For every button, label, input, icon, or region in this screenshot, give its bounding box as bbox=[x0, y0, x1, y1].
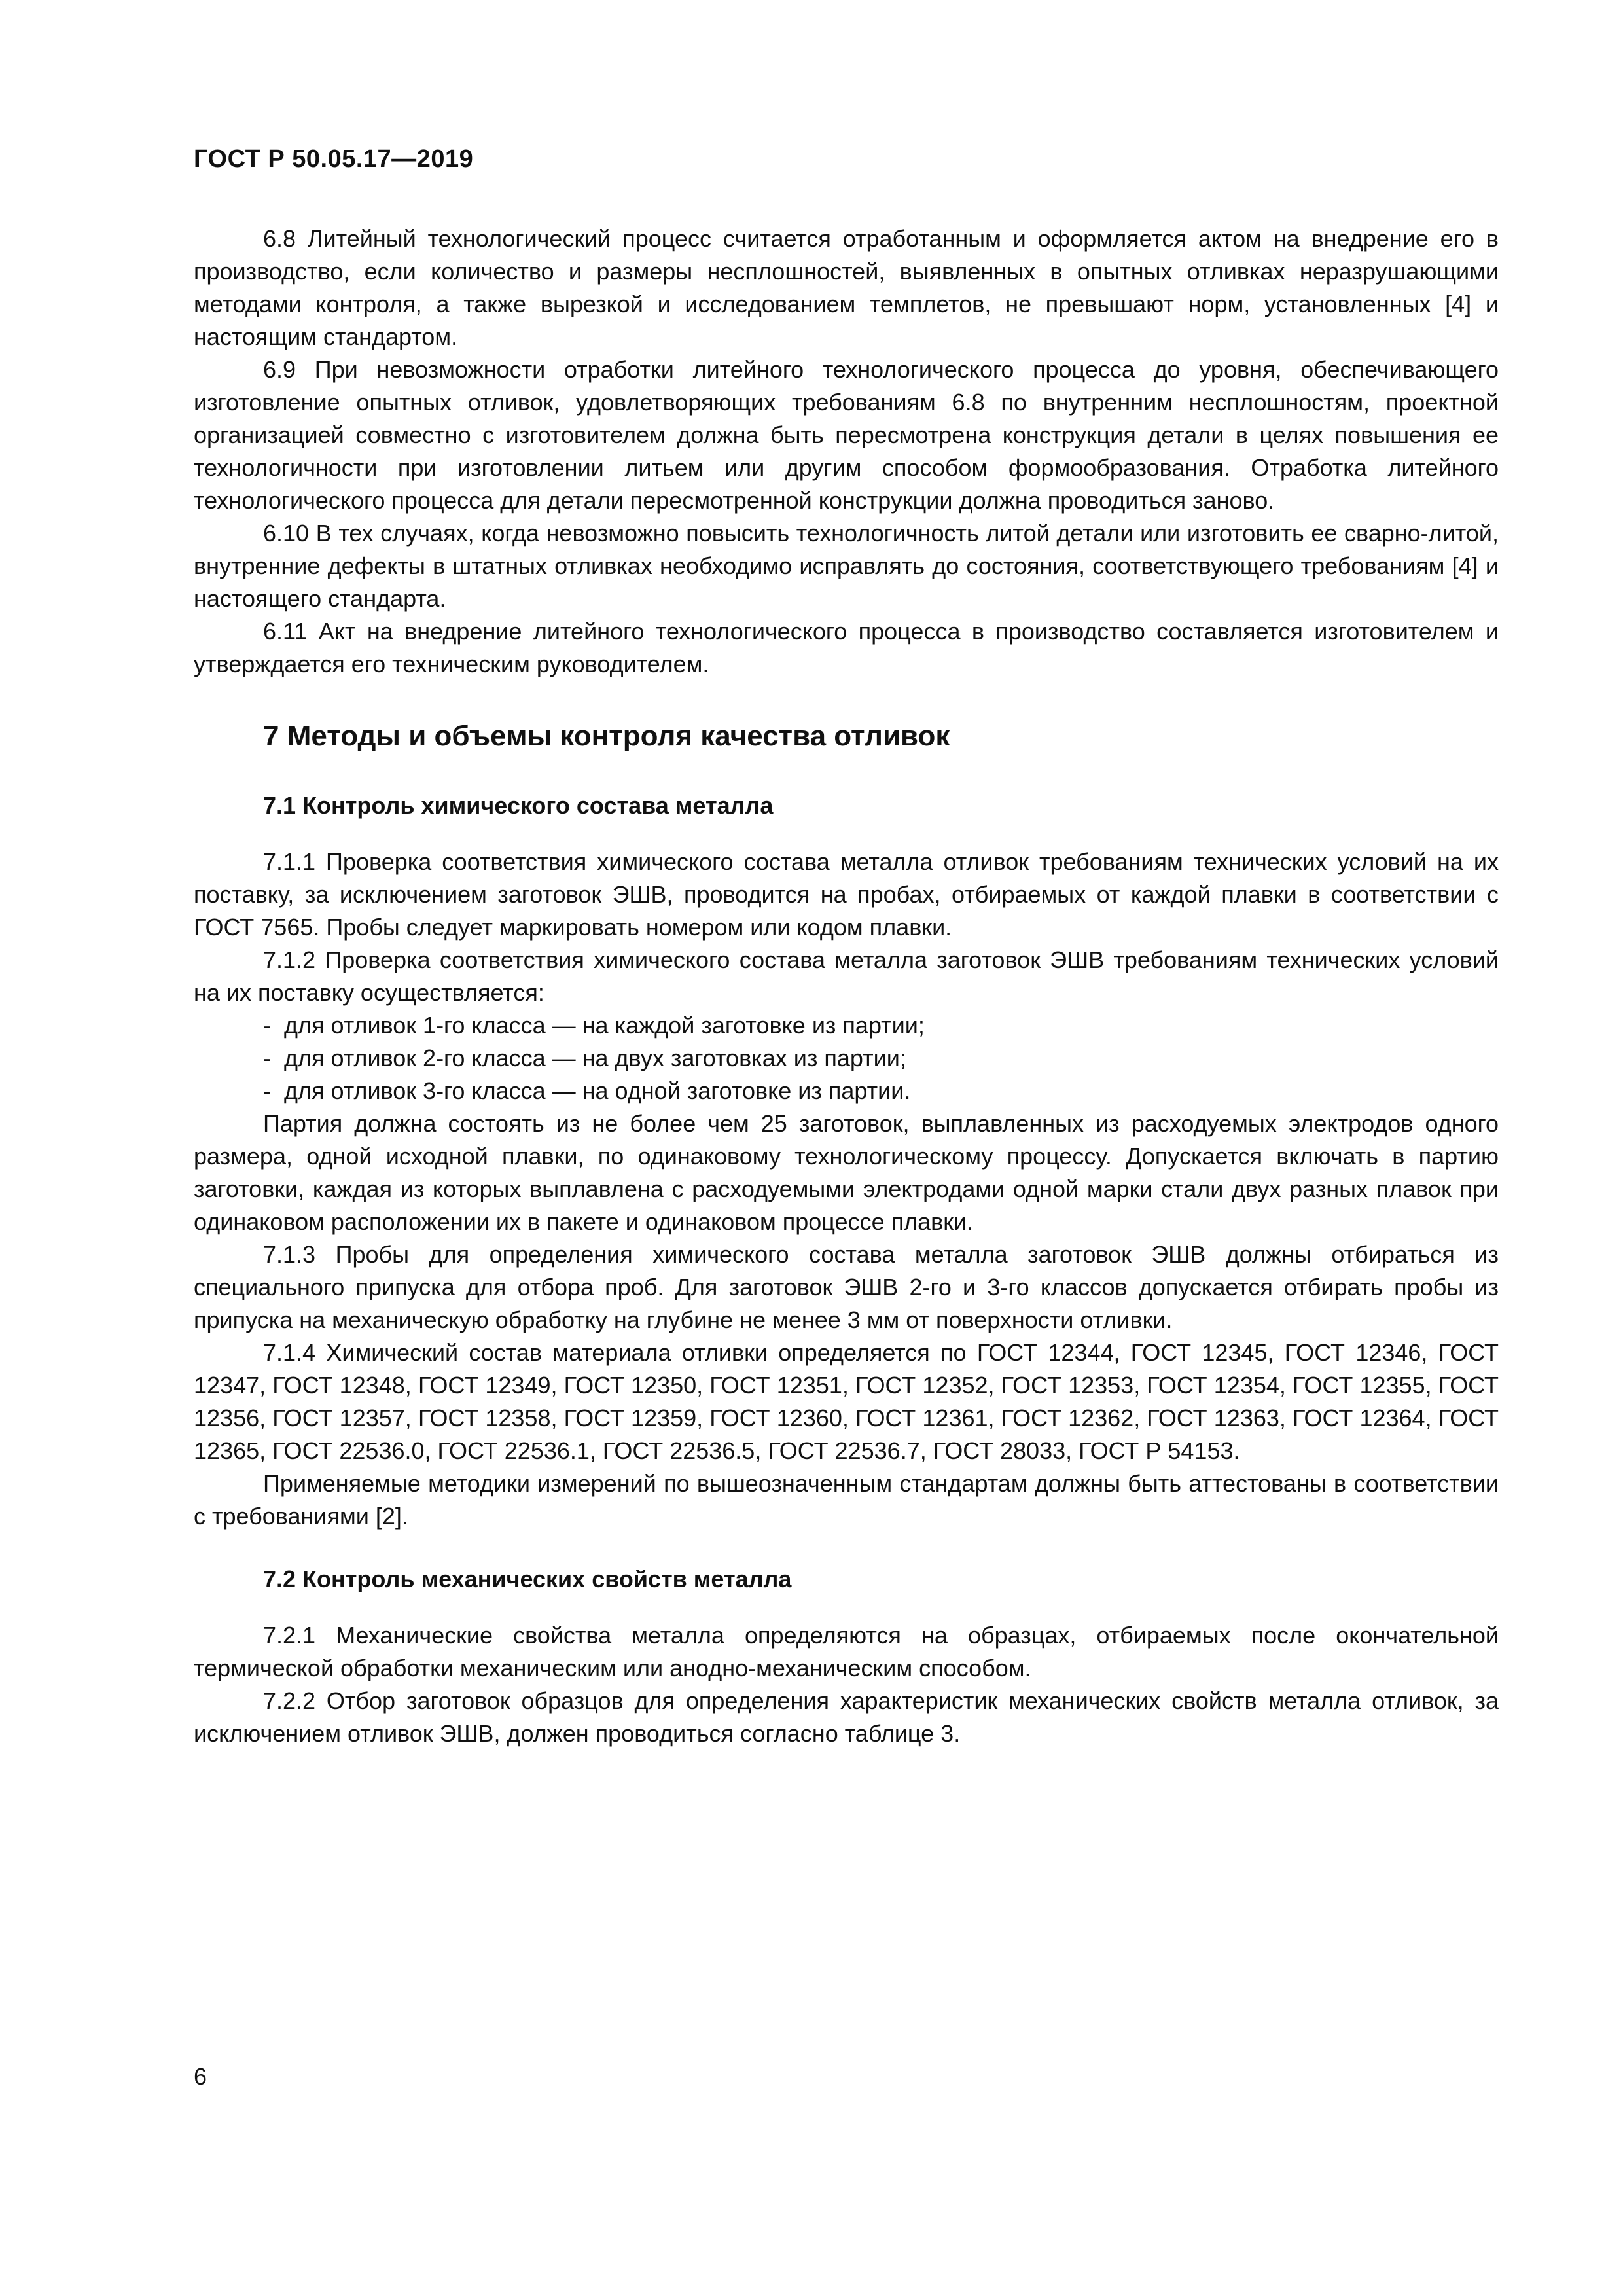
list-item-text: для отливок 3-го класса — на одной заготовке из партии. bbox=[284, 1077, 911, 1104]
paragraph-7-1-4: 7.1.4 Химический состав материала отливки определяется по ГОСТ 12344, ГОСТ 12345, ГОСТ 12346, ГОСТ 12347, ГОСТ 12348, ГОСТ 12349, ГОСТ 12350, ГОСТ 12351, ГОСТ 12352, ГОСТ 12353, ГОСТ 12354, ГОСТ 12355, ГОСТ 12356, ГОСТ 12357, ГОСТ 12358, ГОСТ 12359, ГОСТ 12360, ГОСТ 12361, ГОСТ 12362, ГОСТ 12363, ГОСТ 12364, ГОСТ 12365, ГОСТ 22536.0, ГОСТ 22536.1, ГОСТ 22536.5, ГОСТ 22536.7, ГОСТ 28033, ГОСТ Р 54153. bbox=[194, 1339, 1499, 1464]
list-item bbox=[194, 1075, 1499, 1107]
paragraph-7-2-2: 7.2.2 Отбор заготовок образцов для определения характеристик механических свойств металла отливок, за исключением отливок ЭШВ, должен проводиться согласно таблице 3. bbox=[194, 1687, 1499, 1747]
list-dash: - bbox=[263, 1012, 271, 1039]
paragraph-7-2-1: 7.2.1 Механические свойства металла определяются на образцах, отбираемых после окончательной термической обработки механическим или анодно-механическим способом. bbox=[194, 1622, 1499, 1681]
paragraph-7-1-1: 7.1.1 Проверка соответствия химического состава металла отливок требованиям технических условий на их поставку, за исключением заготовок ЭШВ, проводится на пробах, отбираемых от каждой плавки в соответствии с ГОСТ 7565. Пробы следует маркировать номером или кодом плавки. bbox=[194, 848, 1499, 941]
list-item-text: для отливок 2-го класса — на двух заготовках из партии; bbox=[284, 1045, 906, 1071]
paragraph-6-9: 6.9 При невозможности отработки литейного технологического процесса до уровня, обеспечивающего изготовление опытных отливок, удовлетворяющих требованиям 6.8 по внутренним несплошностям, проектной организацией совместно с изготовителем должна быть пересмотрена конструкция детали в целях повышения ее технологичности при изготовлении литьем или другим способом формообразования. Отработка литейного технологического процесса для детали пересмотренной конструкции должна проводиться заново. bbox=[194, 356, 1499, 514]
paragraph-6-8: 6.8 Литейный технологический процесс считается отработанным и оформляется актом на внедрение его в производство, если количество и размеры несплошностей, выявленных в опытных отливках неразрушающими методами контроля, а также вырезкой и исследованием темплетов, не превышают норм, установленных [4] и настоящим стандартом. bbox=[194, 225, 1499, 350]
section-title-7: 7 Методы и объемы контроля качества отливок bbox=[263, 720, 950, 752]
subsection-title-7-2: 7.2 Контроль механических свойств металла bbox=[263, 1566, 792, 1592]
page-header-standard-id: ГОСТ Р 50.05.17—2019 bbox=[194, 145, 474, 173]
subsection-title-7-1: 7.1 Контроль химического состава металла bbox=[263, 792, 774, 819]
paragraph-7-1-2-batch: Партия должна состоять из не более чем 25 заготовок, выплавленных из расходуемых электродов одного размера, одной исходной плавки, по одинаковому технологическому процессу. Допускается включать в партию заготовки, каждая из которых выплавлена с расходуемыми электродами одной марки стали двух разных плавок при одинаковом расположении их в пакете и одинаковом процессе плавки. bbox=[194, 1110, 1499, 1235]
list-item-text: для отливок 1-го класса — на каждой заготовке из партии; bbox=[284, 1012, 925, 1039]
paragraph-6-11: 6.11 Акт на внедрение литейного технологического процесса в производство составляется изготовителем и утверждается его техническим руководителем. bbox=[194, 618, 1499, 677]
paragraph-7-1-3: 7.1.3 Пробы для определения химического состава металла заготовок ЭШВ должны отбираться из специального припуска для отбора проб. Для заготовок ЭШВ 2-го и 3-го классов допускается отбирать пробы из припуска на механическую обработку на глубине не менее 3 мм от поверхности отливки. bbox=[194, 1241, 1499, 1333]
paragraph-6-10: 6.10 В тех случаях, когда невозможно повысить технологичность литой детали или изготовить ее сварно-литой, внутренние дефекты в штатных отливках необходимо исправлять до состояния, соответствующего требованиям [4] и настоящего стандарта. bbox=[194, 520, 1499, 612]
paragraph-7-1-4-methods: Применяемые методики измерений по вышеозначенным стандартам должны быть аттестованы в соответствии с требованиями [2]. bbox=[194, 1470, 1499, 1530]
page-number: 6 bbox=[194, 2063, 207, 2090]
document-body bbox=[194, 223, 1499, 1750]
list-item bbox=[194, 1009, 1499, 1042]
list-dash: - bbox=[263, 1045, 271, 1071]
list-item bbox=[194, 1042, 1499, 1075]
list-dash: - bbox=[263, 1077, 271, 1104]
paragraph-7-1-2: 7.1.2 Проверка соответствия химического состава металла заготовок ЭШВ требованиям технических условий на их поставку осуществляется: bbox=[194, 946, 1499, 1006]
